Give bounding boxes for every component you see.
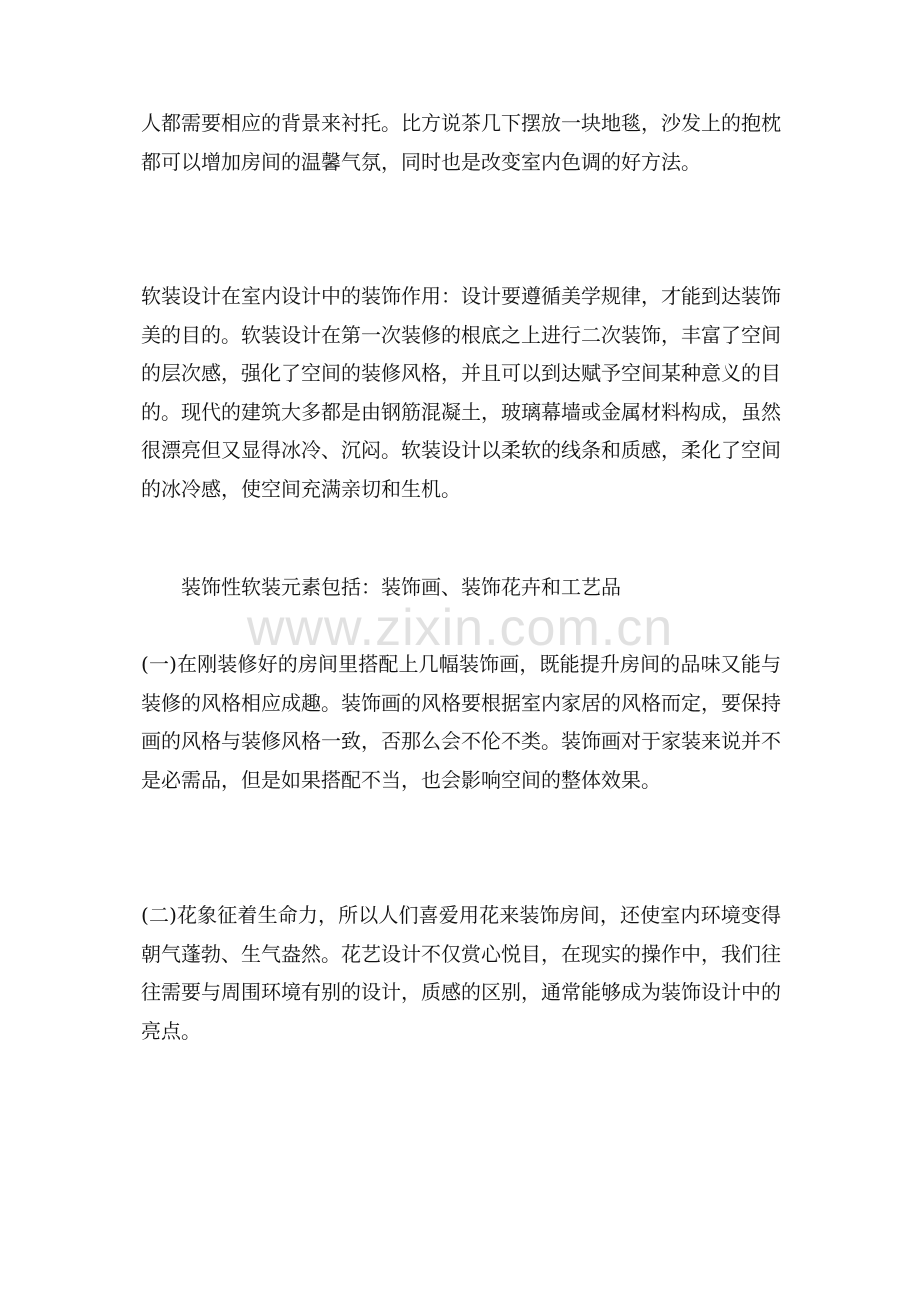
watermark-text: www.zixin.com.cn bbox=[246, 599, 674, 657]
paragraph-flowers: (二)花象征着生命力，所以人们喜爱用花来装饰房间，还使室内环境变得朝气蓬勃、生气盎然。花艺设计不仅赏心悦目，在现实的操作中，我们往往需要与周围环境有别的设计，质感的区别，通常能够成为装饰设计中的亮点。 bbox=[141, 903, 781, 1043]
paragraph-decorative-paintings: (一)在刚装修好的房间里搭配上几幅装饰画，既能提升房间的品味又能与装修的风格相应成趣。装饰画的风格要根据室内家居的风格而定，要保持画的风格与装修风格一致，否那么会不伦不类。装饰画对于家装来说并不是必需品，但是如果搭配不当，也会影响空间的整体效果。 bbox=[141, 652, 781, 792]
paragraph-decorative-elements-heading: 装饰性软装元素包括：装饰画、装饰花卉和工艺品 bbox=[181, 575, 621, 599]
paragraph-decorative-role: 软装设计在室内设计中的装饰作用：设计要遵循美学规律，才能到达装饰美的目的。软装设计在第一次装修的根底之上进行二次装饰，丰富了空间的层次感，强化了空间的装修风格，并且可以到达赋予空间某种意义的目的。现代的建筑大多都是由钢筋混凝土，玻璃幕墙或金属材料构成，虽然很漂亮但又显得冰冷、沉闷。软装设计以柔软的线条和质感，柔化了空间的冰冷感，使空间充满亲切和生机。 bbox=[141, 284, 781, 501]
paragraph-background-contrast: 人都需要相应的背景来衬托。比方说茶几下摆放一块地毯，沙发上的抱枕都可以增加房间的温馨气氛，同时也是改变室内色调的好方法。 bbox=[141, 111, 781, 174]
